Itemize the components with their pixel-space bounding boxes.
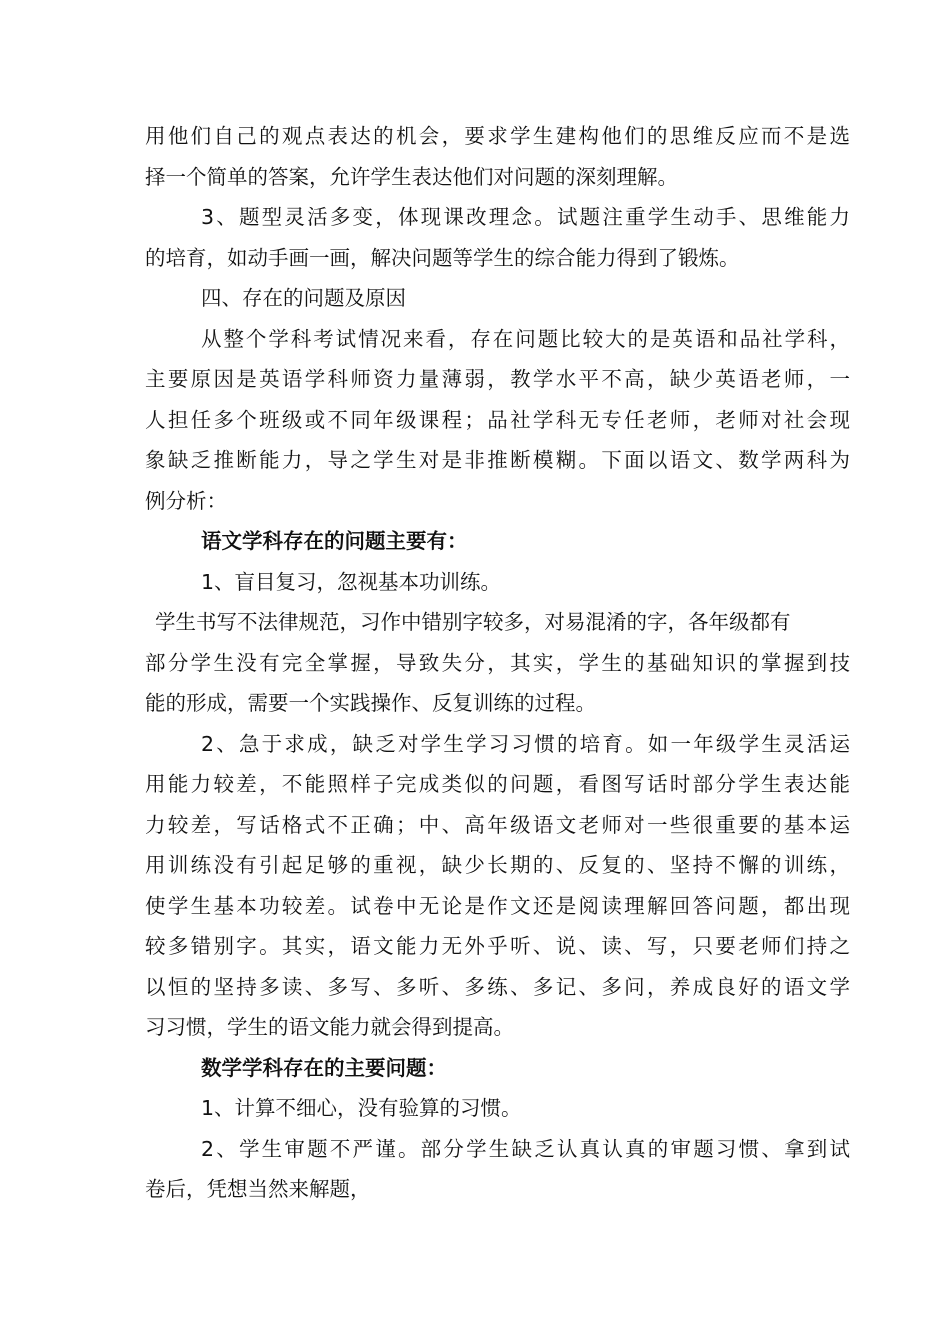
text-line: 用他们自己的观点表达的机会，要求学生建构他们的思维反应而不是选 [145,124,850,148]
text-line: 1、计算不细心，没有验算的习惯。 [201,1096,522,1120]
text-line: 较多错别字。其实，语文能力无外乎听、说、读、写，只要老师们持之 [145,934,850,958]
text-line: 2、学生审题不严谨。部分学生缺乏认真认真的审题习惯、拿到试 [201,1136,850,1161]
text-line: 习习惯，学生的语文能力就会得到提高。 [145,1015,514,1039]
text-line: 使学生基本功较差。试卷中无论是作文还是阅读理解回答问题，都出现 [145,893,850,918]
text-line: 用能力较差，不能照样子完成类似的问题，看图写话时部分学生表达能 [145,772,850,796]
text-line: 用训练没有引起足够的重视，缺少长期的、反复的、坚持不懈的训练， [145,853,850,877]
text-line: 象缺乏推断能力，导之学生对是非推断模糊。下面以语文、数学两科为 [145,448,850,472]
document-page [145,116,850,1210]
text-line: 从整个学科考试情况来看，存在问题比较大的是英语和品社学科， [201,326,850,351]
text-line: 卷后，凭想当然来解题， [145,1177,371,1201]
text-line: 的培育，如动手画一画，解决问题等学生的综合能力得到了锻炼。 [145,245,740,270]
text-line: 择一个简单的答案，允许学生表达他们对问题的深刻理解。 [145,164,678,189]
section-heading: 四、存在的问题及原因 [201,286,406,310]
text-line: 人担任多个班级或不同年级课程；品社学科无专任老师，老师对社会现 [145,407,850,432]
text-line: 1、盲目复习，忽视基本功训练。 [201,569,502,594]
text-line: 例分析： [145,488,227,513]
subsection-heading: 数学学科存在的主要问题： [201,1055,447,1080]
text-line: 能的形成，需要一个实践操作、反复训练的过程。 [145,691,596,715]
text-line: 学生书写不法律规范，习作中错别字较多，对易混淆的字，各年级都有 [155,610,791,634]
text-line: 2、急于求成，缺乏对学生学习习惯的培育。如一年级学生灵活运 [201,731,850,756]
text-line: 部分学生没有完全掌握，导致失分，其实，学生的基础知识的掌握到技 [145,650,850,675]
text-line: 力较差，写话格式不正确；中、高年级语文老师对一些很重要的基本运 [145,812,850,837]
text-line: 主要原因是英语学科师资力量薄弱，教学水平不高，缺少英语老师，一 [145,367,850,391]
text-line: 3、题型灵活多变，体现课改理念。试题注重学生动手、思维能力 [201,205,850,229]
text-line: 以恒的坚持多读、多写、多听、多练、多记、多问，养成良好的语文学 [145,974,850,999]
subsection-heading: 语文学科存在的问题主要有： [201,529,468,553]
